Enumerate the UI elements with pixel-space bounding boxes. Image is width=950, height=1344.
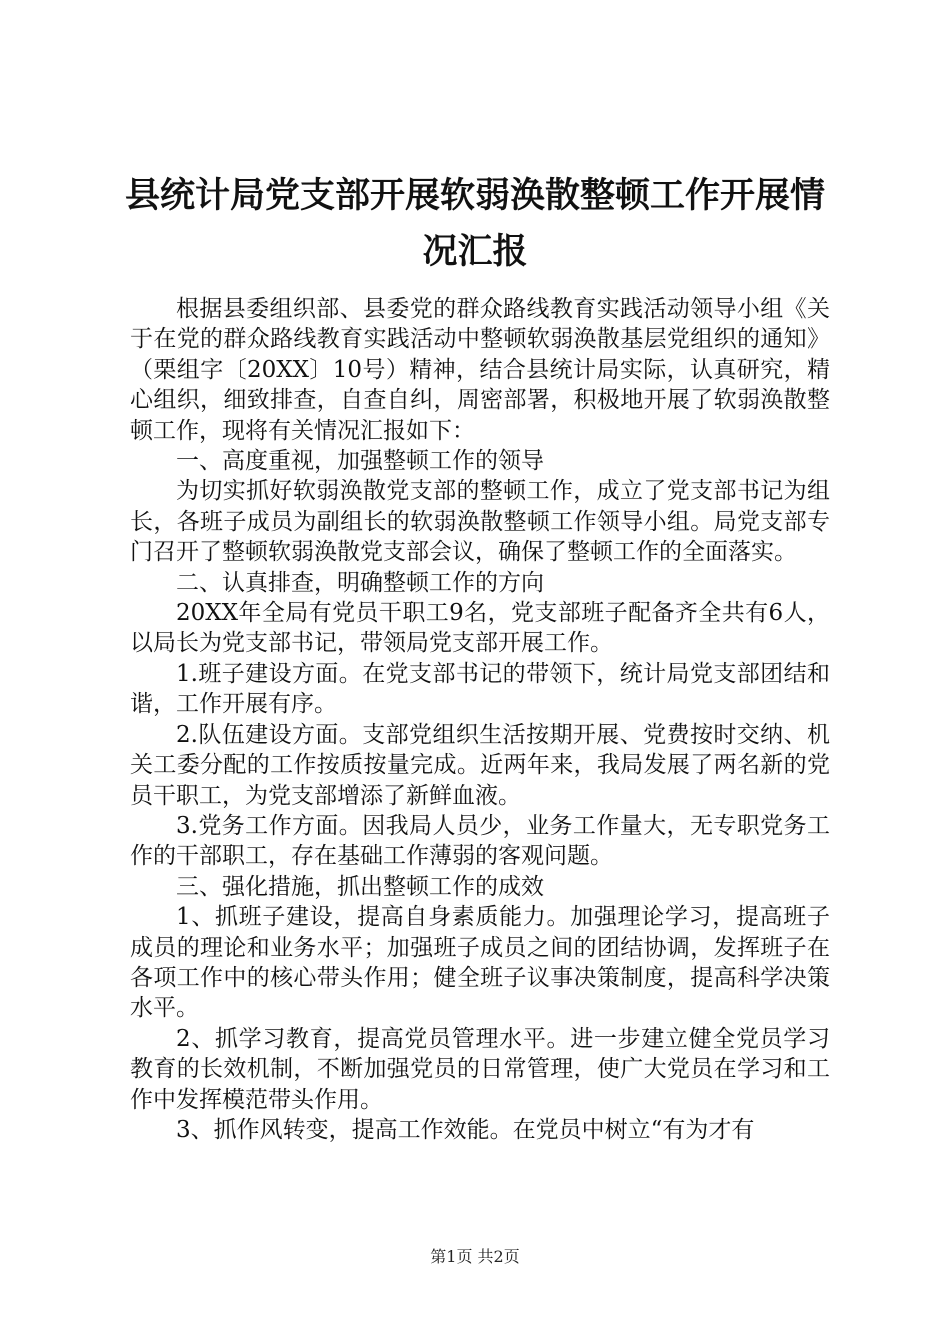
paragraph: 2、抓学习教育，提高党员管理水平。进一步建立健全党员学习教育的长效机制，不断加强党员的日常管理，使广大党员在学习和工作中发挥模范带头作用。 <box>130 1025 830 1113</box>
paragraph: 1.班子建设方面。在党支部书记的带领下，统计局党支部团结和谐，工作开展有序。 <box>130 660 830 718</box>
document-title: 县统计局党支部开展软弱涣散整顿工作开展情况汇报 <box>124 175 825 272</box>
document-body <box>130 294 830 1145</box>
section-heading-1: 一、高度重视，加强整顿工作的领导 <box>176 448 544 475</box>
section-heading-3: 三、强化措施，抓出整顿工作的成效 <box>176 873 544 900</box>
paragraph: 1、抓班子建设，提高自身素质能力。加强理论学习，提高班子成员的理论和业务水平；加强班子成员之间的团结协调，发挥班子在各项工作中的核心带头作用；健全班子议事决策制度，提高科学决策水平。 <box>130 904 830 1022</box>
paragraph: 3.党务工作方面。因我局人员少，业务工作量大，无专职党务工作的干部职工，存在基础工作薄弱的客观问题。 <box>130 812 830 870</box>
paragraph: 3、抓作风转变，提高工作效能。在党员中树立“有为才有 <box>176 1116 755 1143</box>
paragraph-intro: 根据县委组织部、县委党的群众路线教育实践活动领导小组《关于在党的群众路线教育实践活动中整顿软弱涣散基层党组织的通知》（栗组字〔20XX〕10号）精神，结合县统计局实际，认真研究，精心组织，细致排查，自查自纠，周密部署，积极地开展了软弱涣散整顿工作，现将有关情况汇报如下： <box>130 296 830 444</box>
section-heading-2: 二、认真排查，明确整顿工作的方向 <box>176 569 544 596</box>
paragraph: 20XX年全局有党员干职工9名，党支部班子配备齐全共有6人，以局长为党支部书记，带领局党支部开展工作。 <box>130 600 830 657</box>
page-number: 第1页 共2页 <box>430 1247 520 1266</box>
paragraph: 为切实抓好软弱涣散党支部的整顿工作，成立了党支部书记为组长，各班子成员为副组长的软弱涣散整顿工作领导小组。局党支部专门召开了整顿软弱涣散党支部会议，确保了整顿工作的全面落实。 <box>130 478 830 566</box>
paragraph: 2.队伍建设方面。支部党组织生活按期开展、党费按时交纳、机关工委分配的工作按质按量完成。近两年来，我局发展了两名新的党员干职工，为党支部增添了新鲜血液。 <box>130 721 830 809</box>
